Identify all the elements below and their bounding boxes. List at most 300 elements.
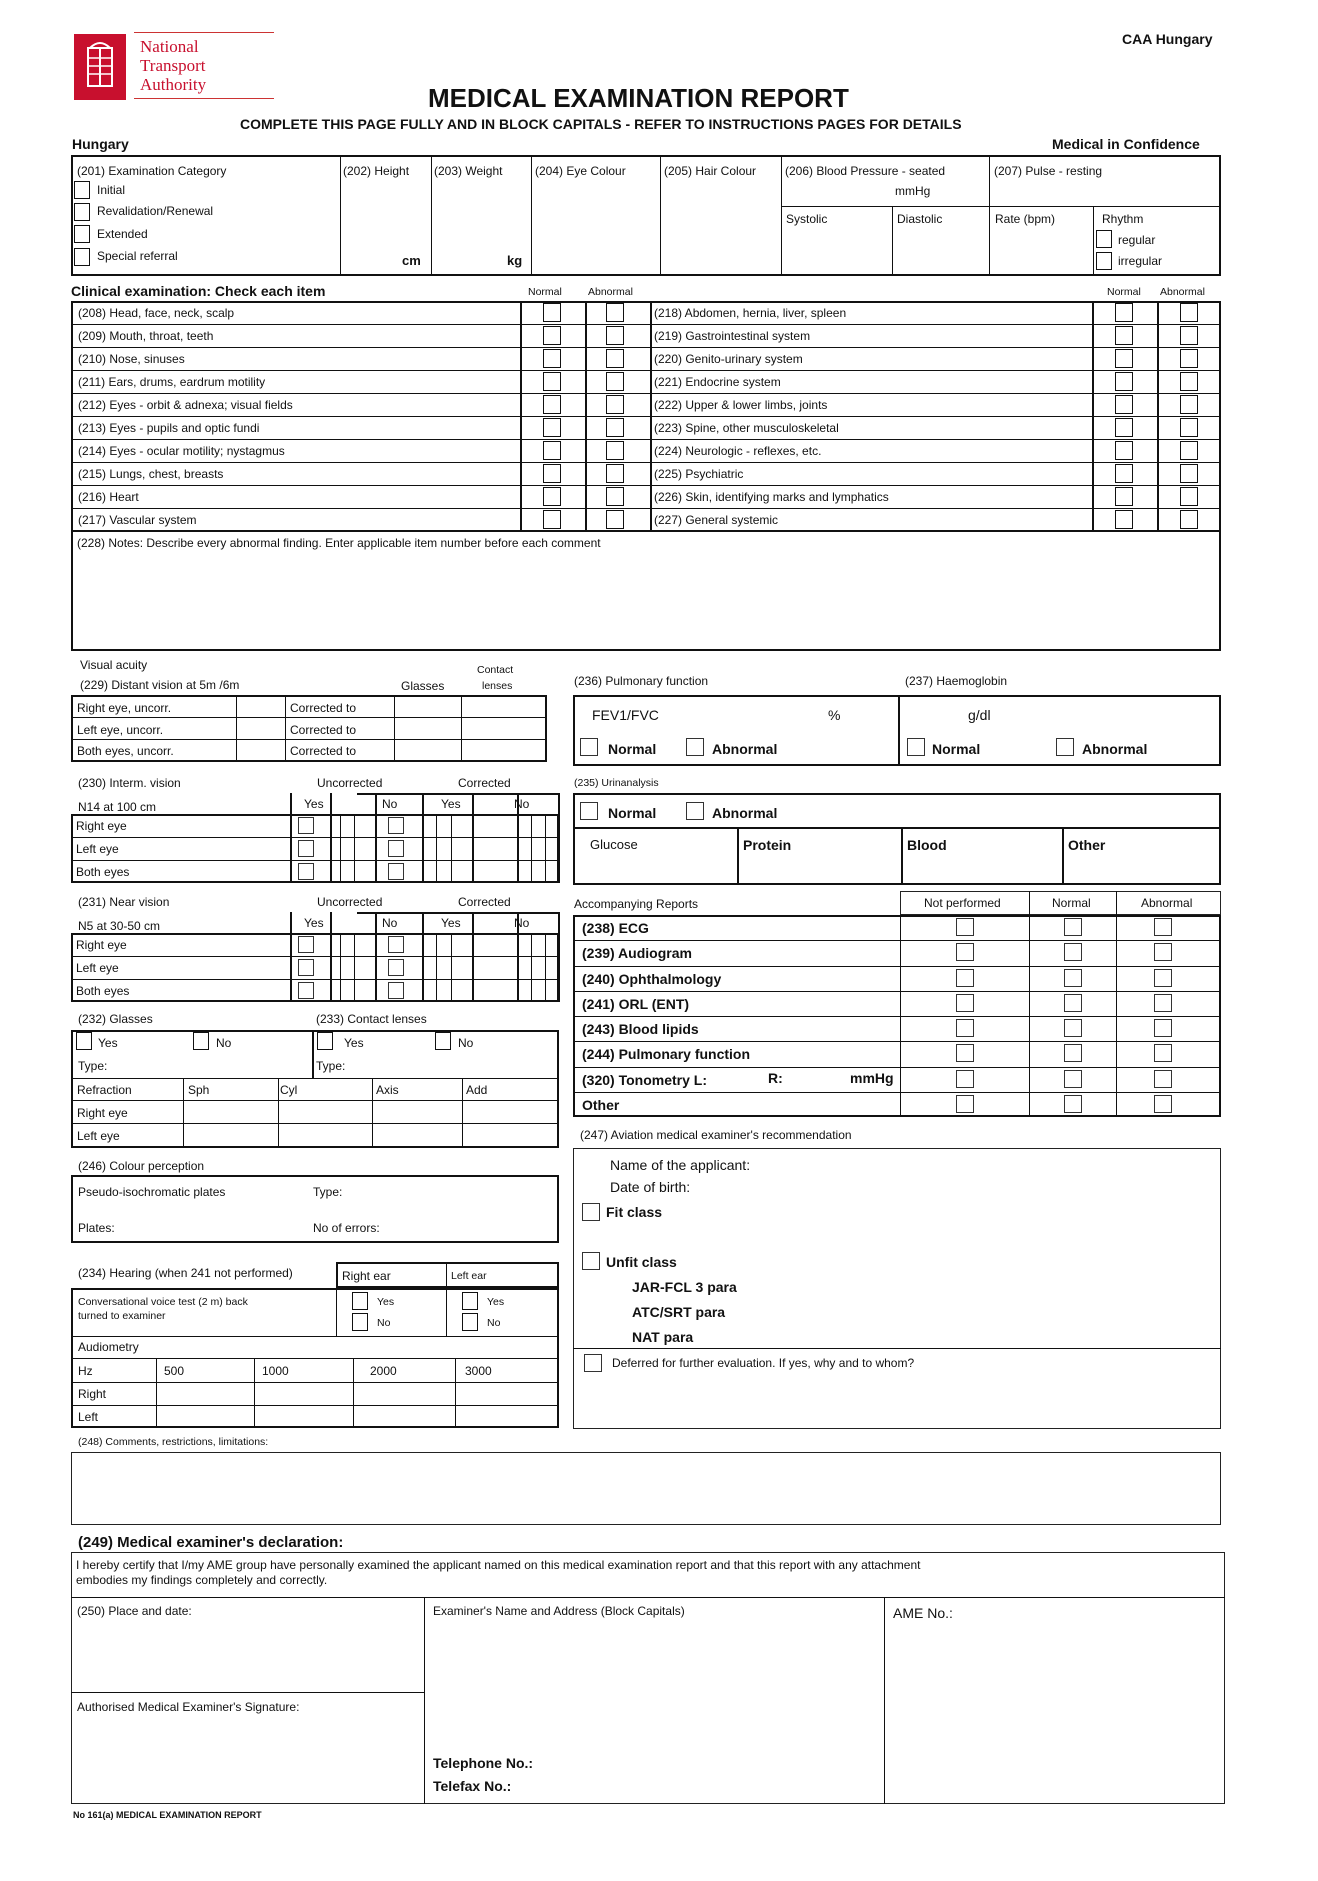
abnormal-checkbox[interactable] — [606, 418, 624, 437]
clinical-item-label: (216) Heart — [78, 490, 139, 504]
abnormal-checkbox[interactable] — [606, 349, 624, 368]
vision-checkbox[interactable] — [388, 817, 404, 834]
left-ear-yes-label: Yes — [487, 1296, 505, 1308]
abnormal-checkbox[interactable] — [606, 372, 624, 391]
vision-checkbox[interactable] — [298, 959, 314, 976]
pulmonary-abnormal-checkbox[interactable] — [686, 738, 704, 756]
normal-checkbox[interactable] — [1064, 994, 1082, 1012]
grid-body — [71, 814, 559, 883]
urinalysis-abnormal-label: Abnormal — [712, 805, 778, 821]
eye-row-label: Right eye — [76, 819, 127, 833]
not-performed-checkbox[interactable] — [956, 1070, 974, 1088]
not-performed-checkbox[interactable] — [956, 1095, 974, 1113]
not-performed-checkbox[interactable] — [956, 994, 974, 1012]
unfit-class-checkbox[interactable] — [582, 1252, 600, 1270]
grid-vline — [451, 933, 452, 1002]
corrected-to-1: Corrected to — [290, 701, 357, 715]
grid-vline — [545, 933, 546, 1002]
normal-checkbox[interactable] — [543, 441, 561, 460]
caa-label: CAA Hungary — [1122, 31, 1213, 47]
clinical-item-label: (220) Genito-urinary system — [654, 352, 803, 366]
abnormal-checkbox[interactable] — [1154, 994, 1172, 1012]
clinical-item-label: (227) General systemic — [654, 513, 779, 527]
clinical-abnormal-right: Abnormal — [1160, 286, 1205, 298]
abnormal-checkbox[interactable] — [1154, 1095, 1172, 1113]
pulmonary-normal-checkbox[interactable] — [580, 738, 598, 756]
fev-label: FEV1/FVC — [592, 707, 659, 723]
row-divider — [71, 347, 1221, 348]
hz-label: Hz — [78, 1364, 93, 1378]
colour-type-label: Type: — [313, 1185, 343, 1199]
grid-vline — [558, 793, 560, 883]
left-ear-no-checkbox[interactable] — [462, 1313, 478, 1331]
vision-checkbox[interactable] — [298, 982, 314, 999]
eye-row-label: Right eye — [76, 938, 127, 952]
abnormal-checkbox[interactable] — [1180, 326, 1198, 345]
grid-line — [71, 860, 559, 861]
urinalysis-box — [573, 793, 1221, 885]
irregular-label: irregular — [1118, 254, 1163, 268]
normal-checkbox[interactable] — [1115, 372, 1133, 391]
initial-checkbox[interactable] — [74, 181, 90, 199]
grid-vline — [290, 793, 292, 883]
vision-checkbox[interactable] — [388, 936, 404, 953]
weight-unit: kg — [507, 253, 523, 268]
interm-uncorrected: Uncorrected — [317, 776, 383, 790]
visual-acuity-label: Visual acuity — [80, 658, 148, 672]
grid-vline — [340, 814, 341, 883]
sph-label: Sph — [188, 1083, 210, 1097]
row-divider — [71, 508, 1221, 509]
row-divider — [573, 1016, 1221, 1017]
row-divider — [71, 416, 1221, 417]
hearing-title: (234) Hearing (when 241 not performed) — [78, 1266, 293, 1280]
row-divider — [71, 439, 1221, 440]
normal-checkbox[interactable] — [1064, 1044, 1082, 1062]
normal-checkbox[interactable] — [1064, 969, 1082, 987]
place-date-label: (250) Place and date: — [77, 1604, 192, 1618]
lenses-col-label: lenses — [482, 680, 513, 692]
clinical-normal-right: Normal — [1107, 286, 1141, 298]
vision-checkbox[interactable] — [388, 840, 404, 857]
normal-checkbox[interactable] — [543, 487, 561, 506]
protein-label: Protein — [743, 837, 792, 853]
normal-checkbox[interactable] — [1064, 1070, 1082, 1088]
haemoglobin-normal-checkbox[interactable] — [907, 738, 925, 756]
renewal-label: Revalidation/Renewal — [97, 204, 214, 218]
abnormal-checkbox[interactable] — [1180, 395, 1198, 414]
fit-class-checkbox[interactable] — [582, 1203, 600, 1221]
normal-checkbox[interactable] — [543, 372, 561, 391]
other-urinalysis-label: Other — [1068, 837, 1106, 853]
normal-checkbox[interactable] — [543, 464, 561, 483]
row-divider — [71, 462, 1221, 463]
fit-class-label: Fit class — [606, 1204, 663, 1220]
near-uncorrected: Uncorrected — [317, 895, 383, 909]
extended-checkbox[interactable] — [74, 225, 90, 243]
abnormal-checkbox[interactable] — [1180, 349, 1198, 368]
right-ear-no-label: No — [377, 1317, 391, 1329]
abnormal-checkbox[interactable] — [1180, 303, 1198, 322]
nat-para: NAT para — [632, 1329, 694, 1345]
abnormal-checkbox[interactable] — [1154, 918, 1172, 936]
applicant-name-label: Name of the applicant: — [610, 1157, 751, 1173]
clinical-item-label: (211) Ears, drums, eardrum motility — [78, 375, 266, 389]
abnormal-checkbox[interactable] — [1180, 487, 1198, 506]
telefax-label: Telefax No.: — [433, 1778, 512, 1794]
abnormal-checkbox[interactable] — [1154, 1070, 1172, 1088]
reports-vline — [900, 915, 901, 1117]
freq-3000: 3000 — [465, 1364, 492, 1378]
report-item-label: (240) Ophthalmology — [582, 971, 722, 987]
pulmonary-title: (236) Pulmonary function — [574, 674, 709, 688]
glasses-no-label: No — [216, 1036, 232, 1050]
right-ear-yes-checkbox[interactable] — [352, 1292, 368, 1310]
left-ear-no-label: No — [487, 1317, 501, 1329]
atc-srt-para: ATC/SRT para — [632, 1304, 726, 1320]
normal-checkbox[interactable] — [1115, 487, 1133, 506]
vision-checkbox[interactable] — [298, 863, 314, 880]
grid-vline — [290, 912, 292, 1002]
abnormal-checkbox[interactable] — [1180, 441, 1198, 460]
haemoglobin-unit: g/dl — [968, 707, 991, 723]
col-yes-label: Yes — [304, 797, 324, 811]
grid-vline — [375, 793, 377, 883]
pulse-label: (207) Pulse - resting — [994, 164, 1103, 178]
eye-colour-label: (204) Eye Colour — [535, 164, 626, 178]
grid-vline — [472, 912, 474, 1002]
normal-checkbox[interactable] — [543, 326, 561, 345]
grid-vline — [531, 933, 532, 1002]
refraction-label: Refraction — [77, 1083, 132, 1097]
reports-vline — [1116, 915, 1117, 1117]
declaration-box — [71, 1552, 1225, 1804]
report-item-label: (320) Tonometry L: — [582, 1072, 707, 1088]
contact-lenses-label: (233) Contact lenses — [316, 1012, 427, 1026]
clinical-item-label: (224) Neurologic - reflexes, etc. — [654, 444, 822, 458]
contact-col-label: Contact — [477, 664, 514, 676]
clinical-item-label: (218) Abdomen, hernia, liver, spleen — [654, 306, 847, 320]
footer-label: No 161(a) MEDICAL EXAMINATION REPORT — [73, 1810, 262, 1820]
tonometry-r-label: R: — [768, 1070, 783, 1086]
interm-corrected: Corrected — [458, 776, 511, 790]
near-vision-table — [71, 912, 559, 1002]
abnormal-checkbox[interactable] — [1180, 418, 1198, 437]
contact-yes-checkbox[interactable] — [317, 1032, 333, 1050]
abnormal-header: Abnormal — [1141, 896, 1193, 910]
cyl-label: Cyl — [280, 1083, 298, 1097]
abnormal-checkbox[interactable] — [1180, 464, 1198, 483]
col-yes-label: Yes — [304, 916, 324, 930]
rhythm-label: Rhythm — [1102, 212, 1144, 226]
abnormal-checkbox[interactable] — [606, 326, 624, 345]
initial-label: Initial — [97, 183, 126, 197]
corrected-to-2: Corrected to — [290, 723, 357, 737]
grid-vline — [354, 814, 355, 883]
urinalysis-title: (235) Urinanalysis — [574, 777, 659, 789]
not-performed-checkbox[interactable] — [956, 943, 974, 961]
category-label: (201) Examination Category — [77, 164, 227, 178]
grid-top — [357, 912, 559, 914]
right-ear-label: Right ear — [342, 1269, 391, 1283]
normal-checkbox[interactable] — [1115, 303, 1133, 322]
crest-icon — [74, 34, 126, 100]
errors-label: No of errors: — [313, 1221, 380, 1235]
freq-1000: 1000 — [262, 1364, 289, 1378]
haemoglobin-abnormal-checkbox[interactable] — [1056, 738, 1074, 756]
abnormal-checkbox[interactable] — [606, 303, 624, 322]
country-label: Hungary — [72, 136, 129, 152]
renewal-checkbox[interactable] — [74, 203, 90, 221]
glasses-yes-label: Yes — [98, 1036, 118, 1050]
irregular-checkbox[interactable] — [1096, 252, 1112, 270]
not-performed-checkbox[interactable] — [956, 969, 974, 987]
eye-row-label: Both eyes — [76, 984, 130, 998]
glucose-label: Glucose — [590, 837, 638, 852]
grid-line — [71, 979, 559, 980]
eye-row-label: Both eyes — [76, 865, 130, 879]
grid-vline — [436, 933, 437, 1002]
distant-vision-label: (229) Distant vision at 5m /6m — [80, 678, 240, 692]
normal-checkbox[interactable] — [1115, 326, 1133, 345]
deferred-checkbox[interactable] — [584, 1354, 602, 1372]
contact-no-checkbox[interactable] — [435, 1032, 451, 1050]
normal-checkbox[interactable] — [1115, 349, 1133, 368]
grid-vline — [340, 933, 341, 1002]
clinical-item-label: (215) Lungs, chest, breasts — [78, 467, 224, 481]
clinical-item-label: (214) Eyes - ocular motility; nystagmus — [78, 444, 285, 458]
clinical-item-label: (225) Psychiatric — [654, 467, 744, 481]
declaration-title: (249) Medical examiner's declaration: — [78, 1534, 344, 1551]
bp-unit: mmHg — [895, 184, 931, 198]
distant-both-label: Both eyes, uncorr. — [77, 744, 174, 758]
grid-vline — [330, 793, 332, 883]
abnormal-checkbox[interactable] — [606, 487, 624, 506]
grid-vline — [531, 814, 532, 883]
urinalysis-normal-checkbox[interactable] — [580, 802, 598, 820]
add-label: Add — [466, 1083, 488, 1097]
haemoglobin-title: (237) Haemoglobin — [905, 674, 1008, 688]
left-ear-label: Left ear — [451, 1270, 487, 1282]
left-ear-yes-checkbox[interactable] — [462, 1292, 478, 1310]
distant-left-label: Left eye, uncorr. — [77, 723, 164, 737]
normal-checkbox[interactable] — [543, 303, 561, 322]
glasses-col-label: Glasses — [401, 679, 445, 693]
reports-vline — [1029, 915, 1030, 1117]
row-divider — [573, 1041, 1221, 1042]
normal-checkbox[interactable] — [1064, 918, 1082, 936]
report-item-label: (244) Pulmonary function — [582, 1046, 751, 1062]
colour-perception-title: (246) Colour perception — [78, 1159, 205, 1173]
reports-title: Accompanying Reports — [574, 897, 699, 911]
diastolic-label: Diastolic — [897, 212, 943, 226]
extended-label: Extended — [97, 227, 148, 241]
normal-checkbox[interactable] — [1115, 464, 1133, 483]
signature-label: Authorised Medical Examiner's Signature: — [77, 1700, 300, 1714]
eye-row-label: Left eye — [76, 961, 119, 975]
declaration-text-1: I hereby certify that I/my AME group have personally examined the applicant named on this medical examination report and that this report with any attachment — [76, 1558, 921, 1572]
right-ear-no-checkbox[interactable] — [352, 1313, 368, 1331]
report-item-label: Other — [582, 1097, 620, 1113]
contact-yes-label: Yes — [344, 1036, 364, 1050]
row-divider — [573, 991, 1221, 992]
height-label: (202) Height — [343, 164, 410, 178]
deferred-label: Deferred for further evaluation. If yes, why and to whom? — [612, 1356, 915, 1370]
row-divider — [573, 1092, 1221, 1093]
clinical-item-label: (226) Skin, identifying marks and lymphatics — [654, 490, 889, 504]
row-divider — [573, 966, 1221, 967]
unfit-class-label: Unfit class — [606, 1254, 677, 1270]
grid-vline — [558, 912, 560, 1002]
report-item-label: (241) ORL (ENT) — [582, 996, 690, 1012]
col-no-label: No — [382, 797, 398, 811]
clinical-item-label: (223) Spine, other musculoskeletal — [654, 421, 839, 435]
clinical-item-label: (219) Gastrointestinal system — [654, 329, 811, 343]
vision-checkbox[interactable] — [388, 959, 404, 976]
glasses-type-label: Type: — [78, 1059, 108, 1073]
refraction-right-label: Right eye — [77, 1106, 128, 1120]
grid-vline — [545, 814, 546, 883]
systolic-label: Systolic — [786, 212, 828, 226]
clinical-item-label: (212) Eyes - orbit & adnexa; visual fields — [78, 398, 293, 412]
report-item-label: (239) Audiogram — [582, 945, 692, 961]
grid-body — [71, 933, 559, 1002]
grid-line — [71, 837, 559, 838]
abnormal-checkbox[interactable] — [1180, 372, 1198, 391]
interm-vision-table — [71, 793, 559, 883]
regular-label: regular — [1118, 233, 1156, 247]
col-no-label: No — [514, 797, 530, 811]
normal-header: Normal — [1052, 896, 1091, 910]
haemoglobin-abnormal-label: Abnormal — [1082, 741, 1148, 757]
normal-checkbox[interactable] — [543, 349, 561, 368]
normal-checkbox[interactable] — [1115, 395, 1133, 414]
abnormal-checkbox[interactable] — [606, 395, 624, 414]
normal-checkbox[interactable] — [1064, 1019, 1082, 1037]
notes-area[interactable] — [78, 555, 1213, 645]
special-label: Special referral — [97, 249, 178, 263]
row-divider — [71, 485, 1221, 486]
vision-checkbox[interactable] — [298, 936, 314, 953]
grid-vline — [354, 933, 355, 1002]
corrected-to-3: Corrected to — [290, 744, 357, 758]
audio-left-label: Left — [78, 1410, 99, 1424]
declaration-text-2: embodies my findings completely and correctly. — [76, 1573, 328, 1587]
urinalysis-abnormal-checkbox[interactable] — [686, 802, 704, 820]
abnormal-checkbox[interactable] — [1154, 969, 1172, 987]
normal-checkbox[interactable] — [1064, 943, 1082, 961]
confidential-label: Medical in Confidence — [1052, 136, 1200, 152]
row-divider — [573, 940, 1221, 941]
abnormal-checkbox[interactable] — [1180, 510, 1198, 529]
near-sub-label: N5 at 30-50 cm — [78, 919, 161, 933]
grid-vline — [422, 912, 424, 1002]
voice-test-line2: turned to examiner — [78, 1310, 166, 1322]
examiner-name-label: Examiner's Name and Address (Block Capitals) — [433, 1604, 685, 1618]
logo-line-2: Transport — [140, 56, 206, 75]
comments-title: (248) Comments, restrictions, limitations: — [78, 1436, 269, 1448]
glasses-no-checkbox[interactable] — [193, 1032, 209, 1050]
clinical-item-label: (217) Vascular system — [78, 513, 197, 527]
blood-label: Blood — [907, 837, 947, 853]
notes-label: (228) Notes: Describe every abnormal finding. Enter applicable item number before each comment — [77, 536, 601, 550]
vision-checkbox[interactable] — [298, 817, 314, 834]
telephone-label: Telephone No.: — [433, 1755, 534, 1771]
height-unit: cm — [402, 253, 421, 268]
col-yes-label: Yes — [441, 797, 461, 811]
right-ear-yes-label: Yes — [377, 1296, 395, 1308]
row-divider — [71, 393, 1221, 394]
abnormal-checkbox[interactable] — [606, 441, 624, 460]
grid-vline — [422, 793, 424, 883]
interm-vision-label: (230) Interm. vision — [78, 776, 181, 790]
not-performed-checkbox[interactable] — [956, 918, 974, 936]
comments-box[interactable] — [71, 1452, 1221, 1525]
ame-no-label: AME No.: — [893, 1605, 953, 1621]
vision-checkbox[interactable] — [388, 982, 404, 999]
not-performed-checkbox[interactable] — [956, 1019, 974, 1037]
abnormal-checkbox[interactable] — [606, 510, 624, 529]
freq-500: 500 — [164, 1364, 185, 1378]
dob-label: Date of birth: — [610, 1179, 691, 1195]
abnormal-checkbox[interactable] — [606, 464, 624, 483]
vision-checkbox[interactable] — [298, 840, 314, 857]
logo-line-1: National — [140, 37, 199, 56]
blood-pressure-label: (206) Blood Pressure - seated — [785, 164, 946, 178]
regular-checkbox[interactable] — [1096, 230, 1112, 248]
row-divider — [573, 1067, 1221, 1068]
col-no-label: No — [514, 916, 530, 930]
freq-2000: 2000 — [370, 1364, 397, 1378]
clinical-item-label: (221) Endocrine system — [654, 375, 781, 389]
normal-checkbox[interactable] — [543, 510, 561, 529]
col-yes-label: Yes — [441, 916, 461, 930]
not-performed-header: Not performed — [924, 896, 1001, 910]
axis-label: Axis — [376, 1083, 399, 1097]
col-no-label: No — [382, 916, 398, 930]
distant-right-label: Right eye, uncorr. — [77, 701, 172, 715]
vision-checkbox[interactable] — [388, 863, 404, 880]
contact-no-label: No — [458, 1036, 474, 1050]
normal-checkbox[interactable] — [1115, 441, 1133, 460]
row-divider — [71, 324, 1221, 325]
abnormal-checkbox[interactable] — [1154, 1044, 1172, 1062]
special-checkbox[interactable] — [74, 248, 90, 266]
fev-percent: % — [828, 707, 841, 723]
glasses-yes-checkbox[interactable] — [76, 1032, 92, 1050]
recommendation-title: (247) Aviation medical examiner's recommendation — [580, 1128, 852, 1142]
logo-line-3: Authority — [140, 75, 207, 94]
normal-checkbox[interactable] — [1115, 418, 1133, 437]
normal-checkbox[interactable] — [543, 395, 561, 414]
rate-label: Rate (bpm) — [995, 212, 1056, 226]
grid-vline — [472, 793, 474, 883]
interm-sub-label: N14 at 100 cm — [78, 800, 157, 814]
normal-checkbox[interactable] — [1064, 1095, 1082, 1113]
contact-type-label: Type: — [316, 1059, 346, 1073]
normal-checkbox[interactable] — [543, 418, 561, 437]
clinical-item-label: (210) Nose, sinuses — [78, 352, 185, 366]
grid-vline — [375, 912, 377, 1002]
page-title: MEDICAL EXAMINATION REPORT — [428, 83, 849, 113]
not-performed-checkbox[interactable] — [956, 1044, 974, 1062]
abnormal-checkbox[interactable] — [1154, 943, 1172, 961]
refraction-left-label: Left eye — [77, 1129, 120, 1143]
abnormal-checkbox[interactable] — [1154, 1019, 1172, 1037]
normal-checkbox[interactable] — [1115, 510, 1133, 529]
eye-row-label: Left eye — [76, 842, 119, 856]
near-vision-label: (231) Near vision — [78, 895, 170, 909]
